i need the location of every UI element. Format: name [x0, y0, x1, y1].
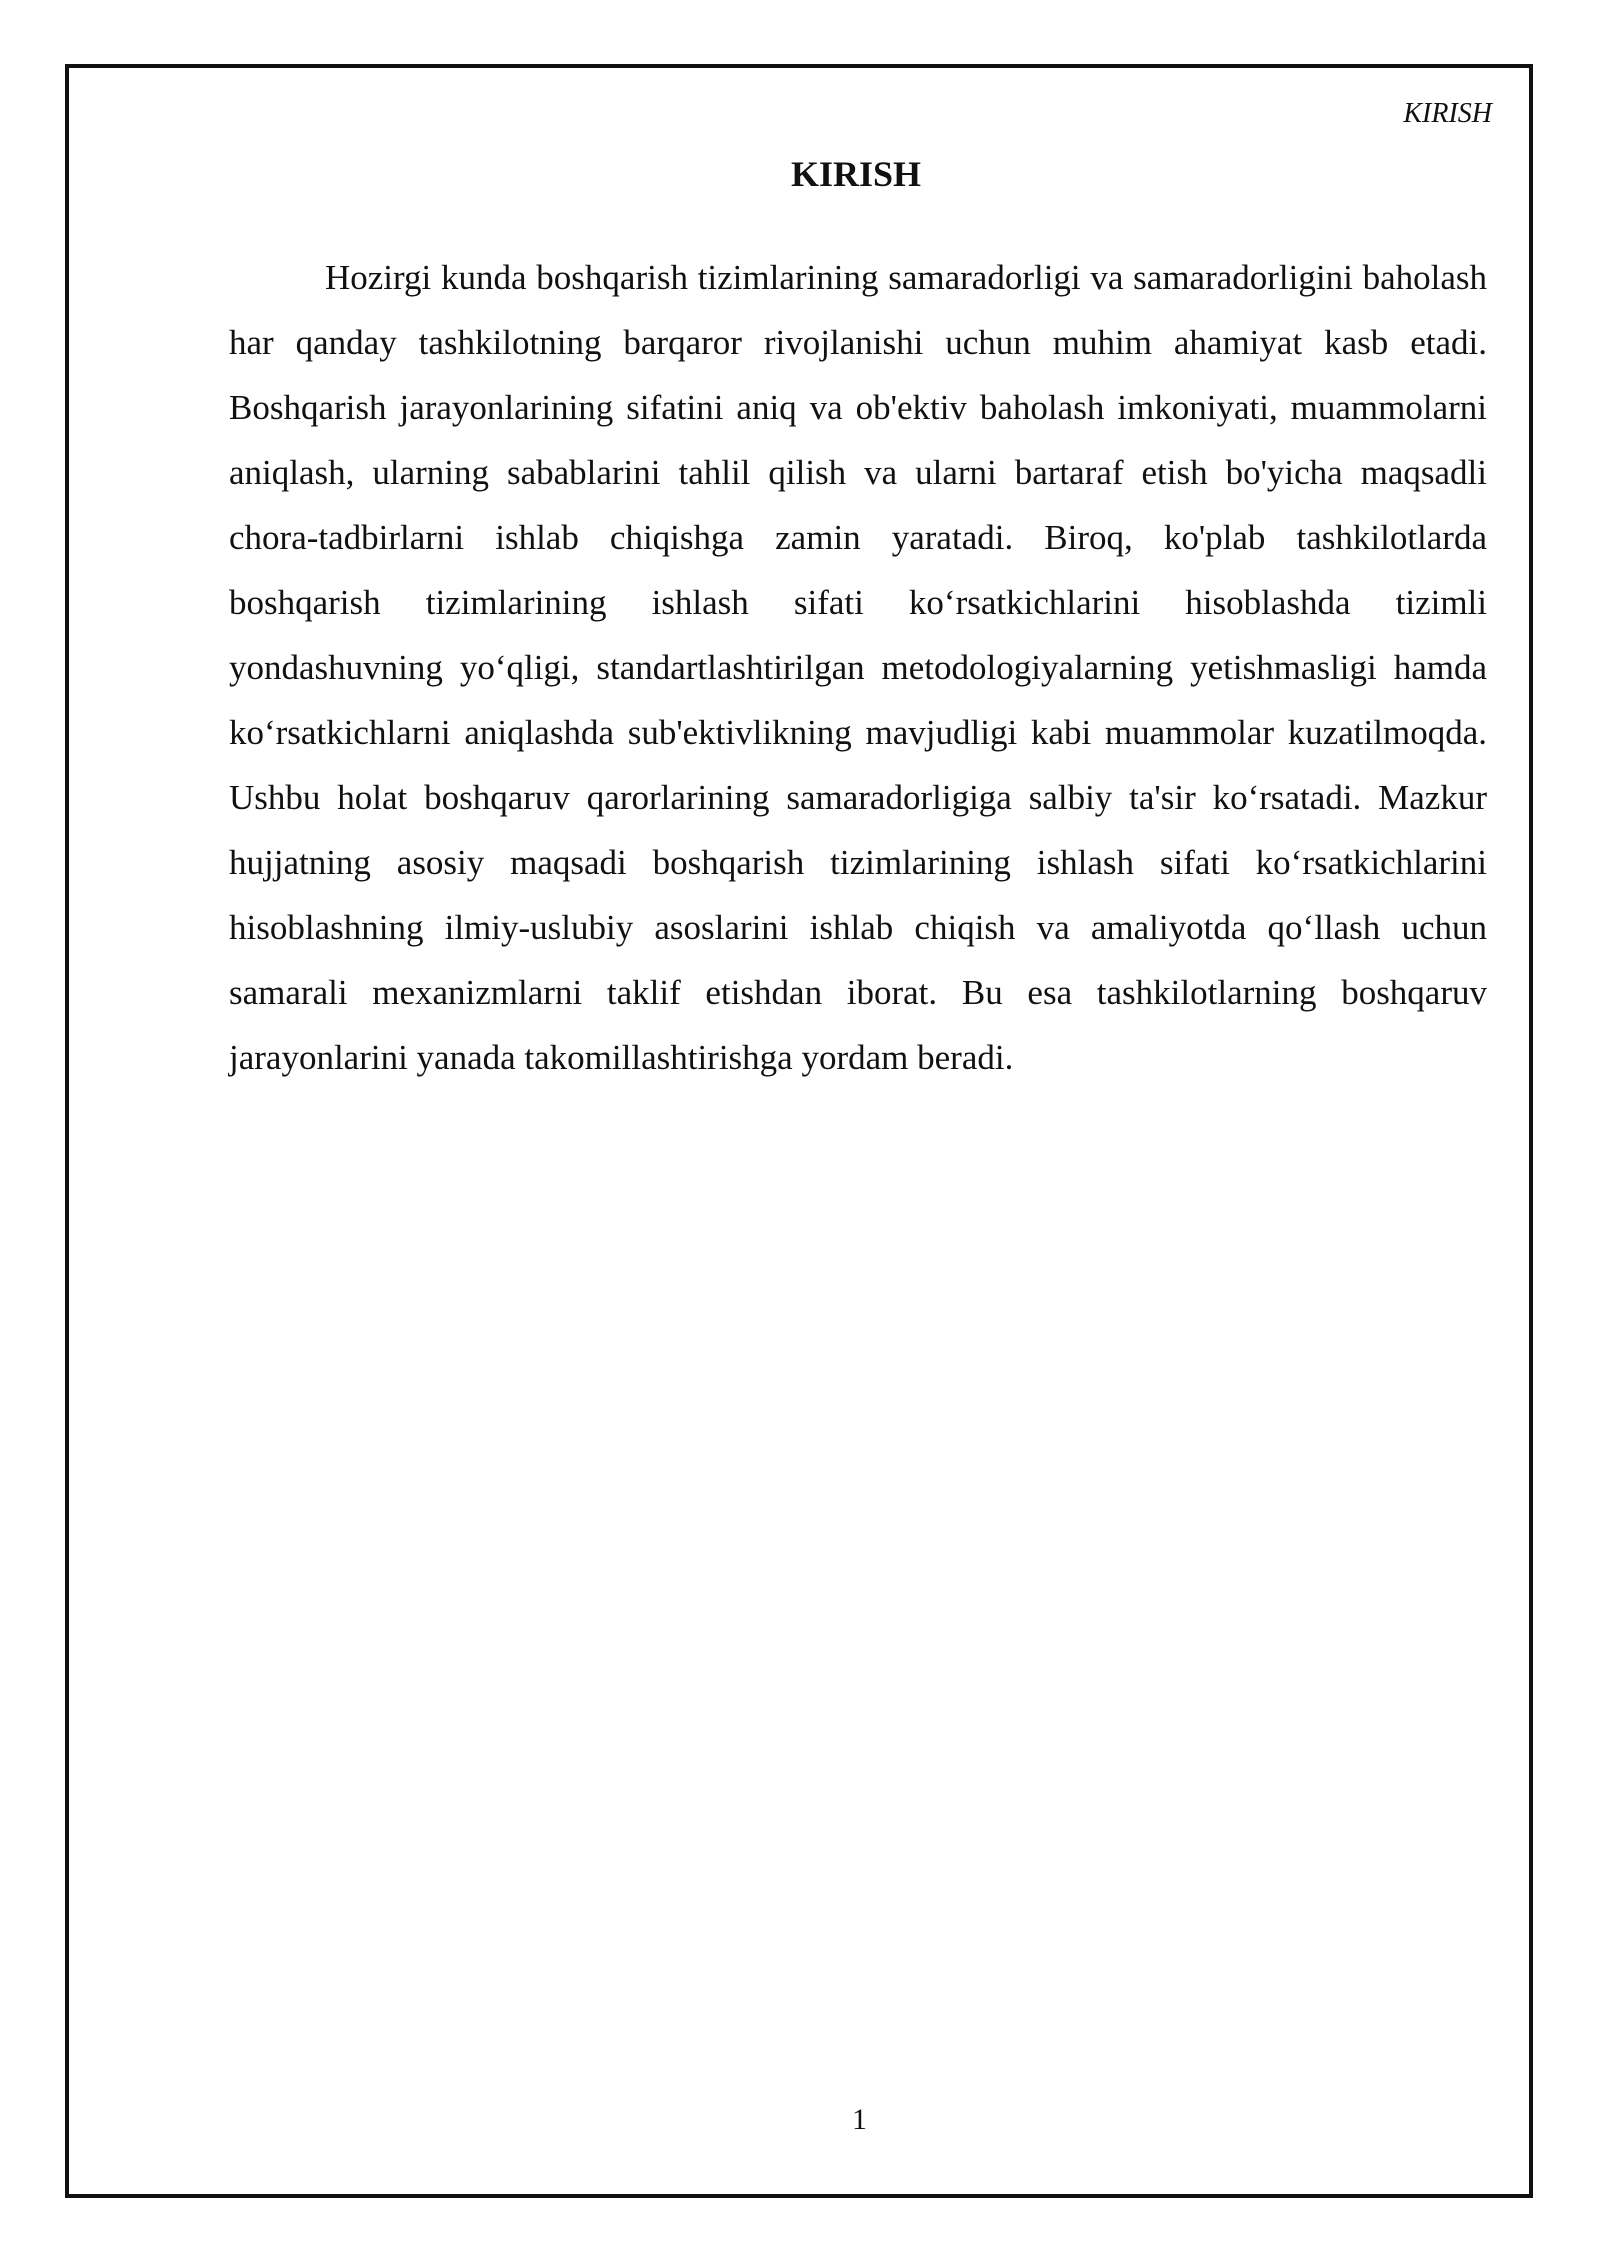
document-title: KIRISH: [790, 154, 922, 194]
page-number: 1: [852, 2103, 867, 2136]
body-paragraph: Hozirgi kunda boshqarish tizimlarining samaradorligi va samaradorligini baholash har qanday tashkilotning barqaror rivojlanishi uchun muhim ahamiyat kasb etadi. Boshqarish jarayonlarining sifatini aniq va ob'ektiv baholash imkoniyati, muammolarni aniqlash, ularning sabablarini tahlil qilish va ularni bartaraf etish bo'yicha maqsadli chora-tadbirlarni ishlab chiqishga zamin yaratadi. Biroq, ko'plab tashkilotlarda boshqarish tizimlarining ishlash sifati ko‘rsatkichlarini hisoblashda tizimli yondashuvning yo‘qligi, standartlashtirilgan metodologiyalarning yetishmasligi hamda ko‘rsatkichlarni aniqlashda sub'ektivlikning mavjudligi kabi muammolar kuzatilmoqda. Ushbu holat boshqaruv qarorlarining samaradorligiga salbiy ta'sir ko‘rsatadi. Mazkur hujjatning asosiy maqsadi boshqarish tizimlarining ishlash sifati ko‘rsatkichlarini hisoblashning ilmiy-uslubiy asoslarini ishlab chiqish va amaliyotda qo‘llash uchun samarali mexanizmlarni taklif etishdan iborat. Bu esa tashkilotlarning boshqaruv jarayonlarini yanada takomillashtirishga yordam beradi.: [229, 258, 1487, 1077]
running-header: KIRISH: [1403, 98, 1492, 129]
